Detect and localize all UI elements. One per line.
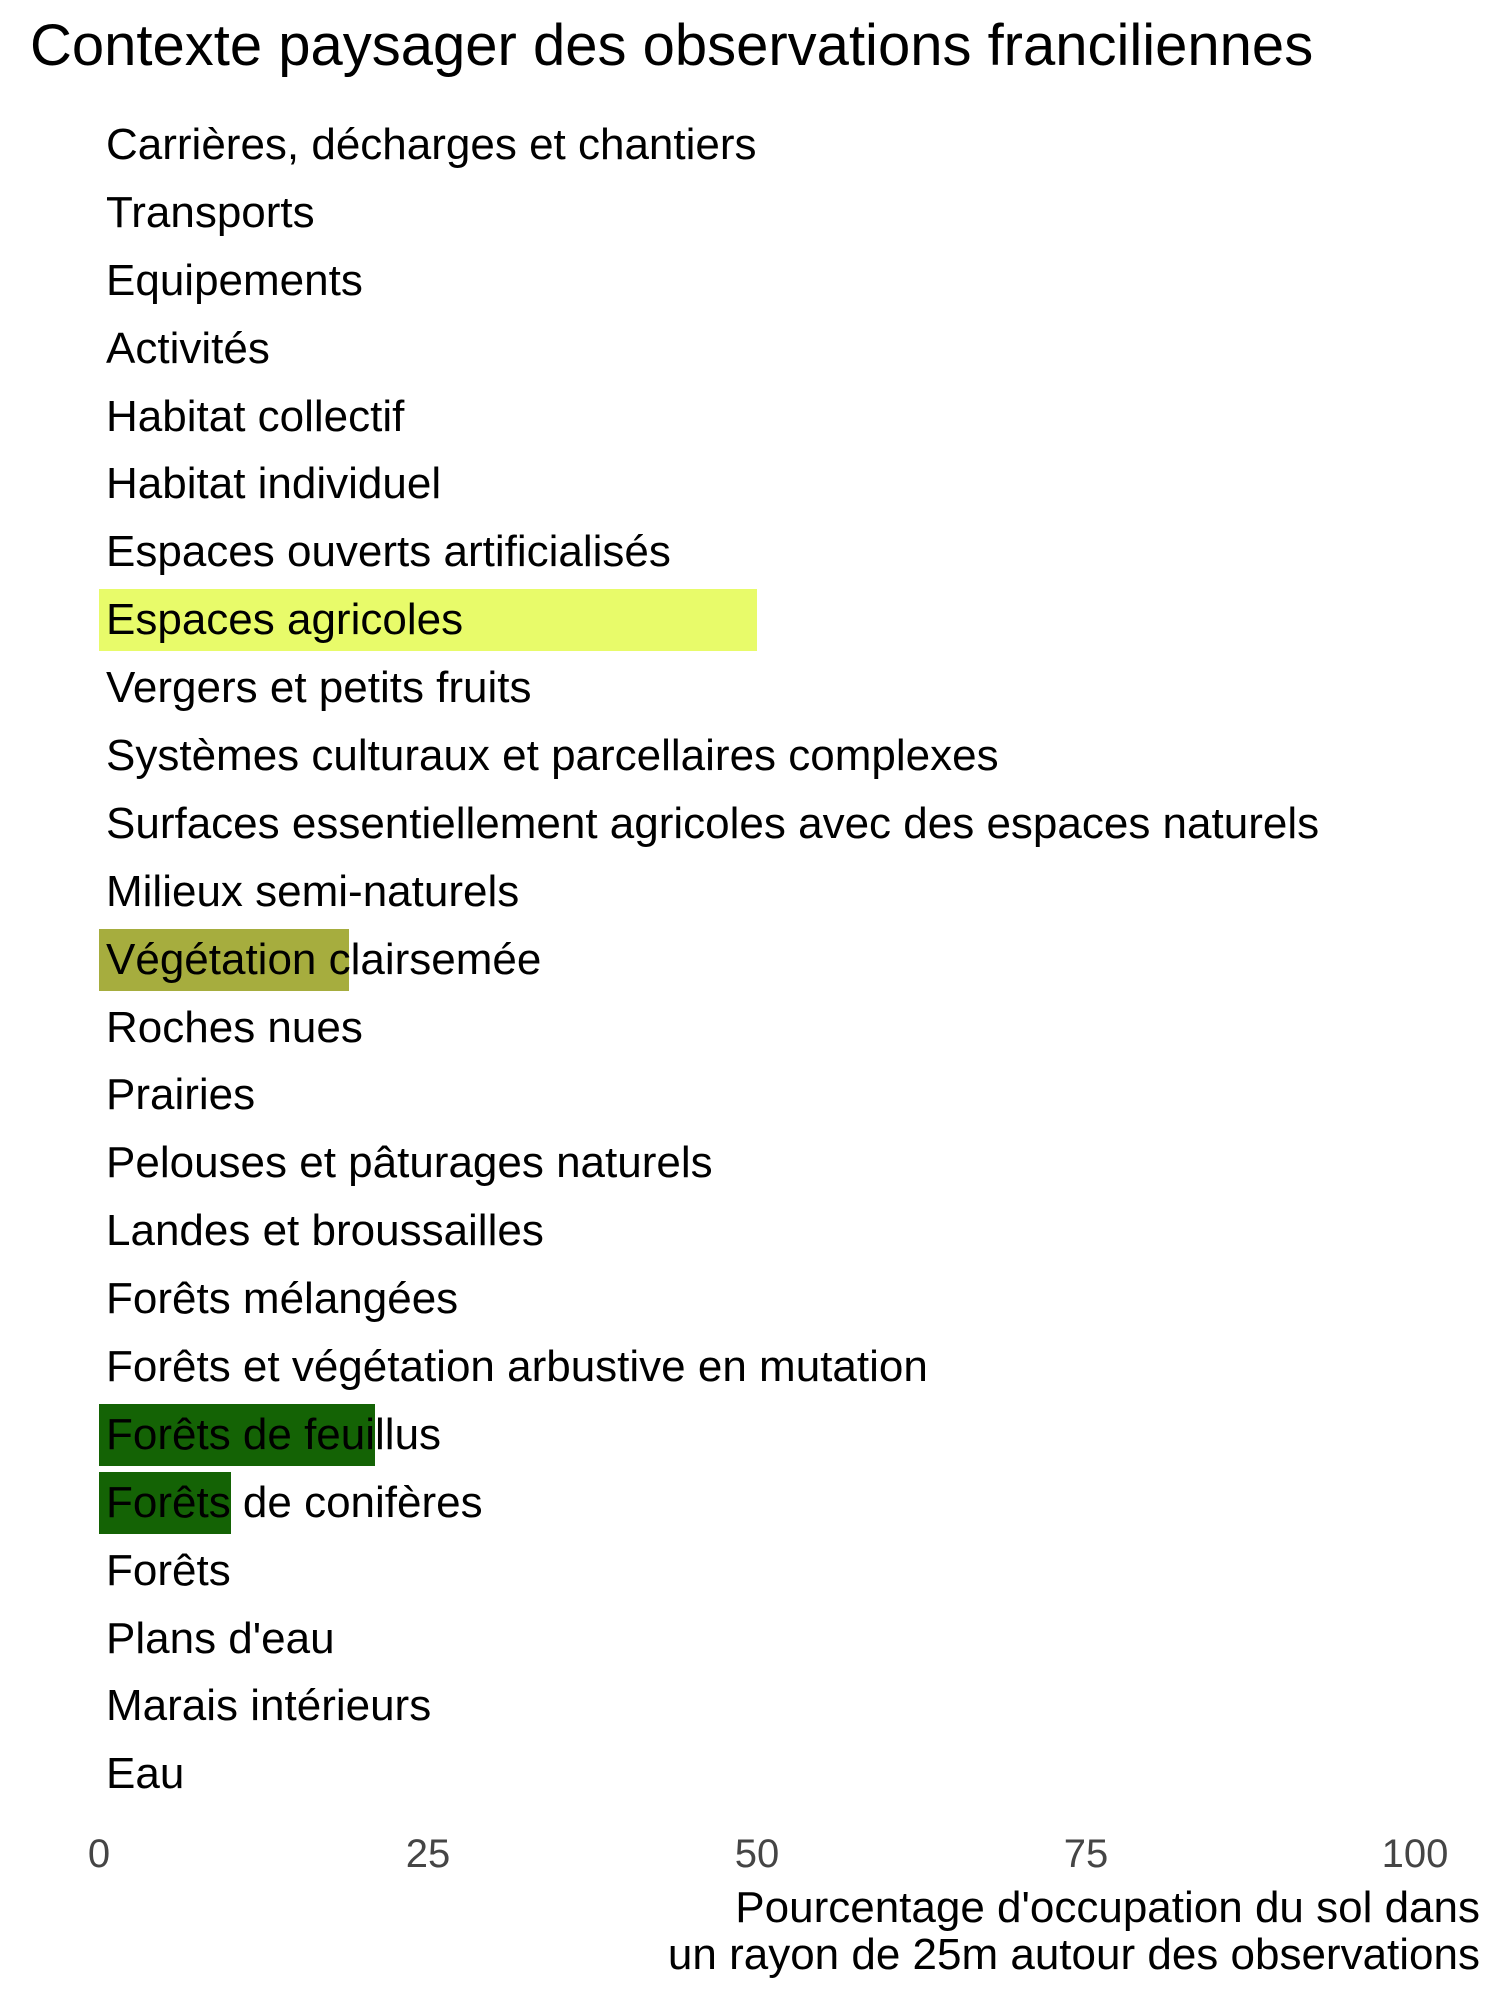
bar-row <box>99 1197 1415 1265</box>
category-label: Transports <box>106 187 315 237</box>
bar-row <box>99 926 1415 994</box>
category-label: Habitat collectif <box>106 391 405 441</box>
x-tick-75: 75 <box>1063 1832 1109 1876</box>
x-tick-0: 0 <box>87 1832 111 1876</box>
category-label: Végétation clairsemée <box>106 934 542 984</box>
bar-row <box>99 858 1415 926</box>
category-label: Forêts mélangées <box>106 1274 459 1324</box>
bar-row <box>99 383 1415 451</box>
category-label: Plans d'eau <box>106 1613 335 1663</box>
category-label: Landes et broussailles <box>106 1206 544 1256</box>
x-axis-title <box>668 1884 1480 1978</box>
bar-row <box>99 654 1415 722</box>
bar-row <box>99 518 1415 586</box>
bar-row <box>99 1469 1415 1537</box>
category-label: Espaces agricoles <box>106 595 464 645</box>
category-label: Forêts et végétation arbustive en mutation <box>106 1341 928 1391</box>
category-label: Prairies <box>106 1070 256 1120</box>
x-axis-title-line1: Pourcentage d'occupation du sol dans <box>735 1883 1480 1932</box>
x-tick-100: 100 <box>1381 1832 1449 1876</box>
bar-row <box>99 111 1415 179</box>
category-label: Activités <box>106 323 270 373</box>
bar-row <box>99 994 1415 1062</box>
category-label: Forêts de conifères <box>106 1477 483 1527</box>
bar-row <box>99 1061 1415 1129</box>
bar-row <box>99 1129 1415 1197</box>
bar-row <box>99 1401 1415 1469</box>
bar-row <box>99 1333 1415 1401</box>
category-label: Carrières, décharges et chantiers <box>106 119 757 169</box>
category-label: Equipements <box>106 255 363 305</box>
category-label: Eau <box>106 1749 185 1799</box>
category-label: Systèmes culturaux et parcellaires complexes <box>106 730 999 780</box>
x-tick-50: 50 <box>734 1832 780 1876</box>
bar-row <box>99 790 1415 858</box>
bar-row <box>99 1605 1415 1673</box>
category-label: Forêts <box>106 1545 231 1595</box>
category-label: Milieux semi-naturels <box>106 866 520 916</box>
category-label: Vergers et petits fruits <box>106 663 532 713</box>
bar-row <box>99 450 1415 518</box>
bar-row <box>99 1672 1415 1740</box>
chart-title: Contexte paysager des observations franciliennes <box>30 13 1314 78</box>
plot-area <box>99 111 1415 1809</box>
bar-row <box>99 1265 1415 1333</box>
bar-row <box>99 1740 1415 1808</box>
category-label: Marais intérieurs <box>106 1681 432 1731</box>
bar-row <box>99 315 1415 383</box>
bar-row <box>99 179 1415 247</box>
category-label: Forêts de feuillus <box>106 1409 442 1459</box>
x-tick-25: 25 <box>405 1832 451 1876</box>
category-label: Surfaces essentiellement agricoles avec des espaces naturels <box>106 798 1320 848</box>
category-label: Espaces ouverts artificialisés <box>106 527 671 577</box>
category-label: Roches nues <box>106 1002 363 1052</box>
category-label: Pelouses et pâturages naturels <box>106 1138 713 1188</box>
bar-row <box>99 586 1415 654</box>
bar-row <box>99 722 1415 790</box>
x-axis-title-line2: un rayon de 25m autour des observations <box>667 1930 1480 1979</box>
bar-row <box>99 247 1415 315</box>
x-axis <box>87 1832 1449 1882</box>
category-label: Habitat individuel <box>106 459 442 509</box>
bar-row <box>99 1537 1415 1605</box>
